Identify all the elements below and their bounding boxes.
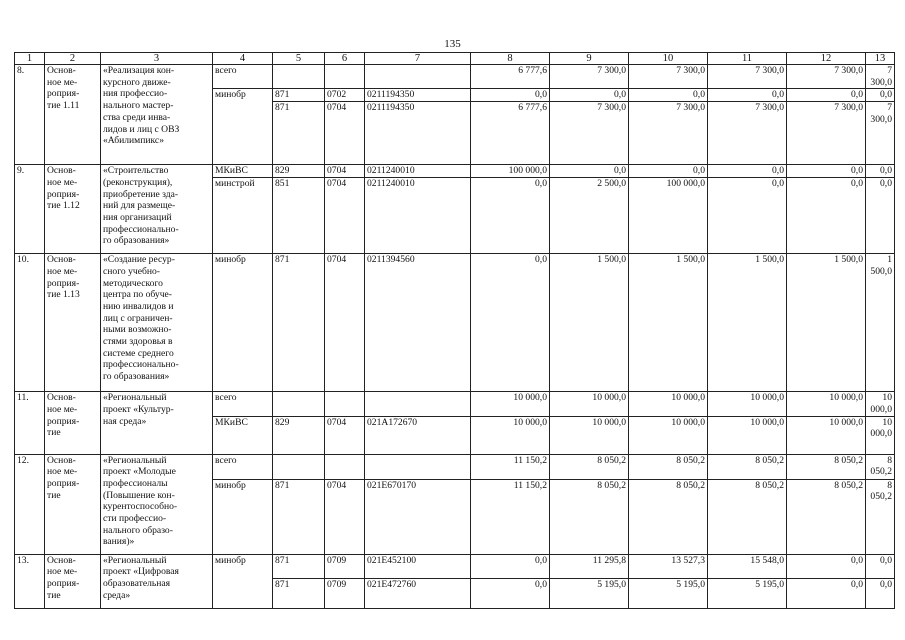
section-code-cell: [325, 392, 365, 416]
amount-cell: 7 300,0: [629, 102, 708, 165]
amount-cell: 8 050,2: [866, 479, 895, 554]
section-code-cell: 0704: [325, 479, 365, 554]
event-title: «Создание ресур- сного учебно- методического центра по обуче- нию инвалидов и лиц с ограничен- ными возможно- стями здоровья в системе среднего профессионально- го образования»: [101, 254, 213, 392]
header-cell: 11: [708, 53, 787, 65]
header-cell: 9: [550, 53, 629, 65]
table-row: [15, 454, 895, 479]
section-code-cell: 0704: [325, 178, 365, 254]
amount-cell: 100 000,0: [629, 178, 708, 254]
amount-cell: 7 300,0: [866, 102, 895, 165]
amount-cell: 0,0: [471, 554, 550, 578]
amount-cell: 1 500,0: [866, 254, 895, 392]
executor-cell: минстрой: [213, 178, 273, 254]
amount-cell: 7 300,0: [866, 65, 895, 89]
executor-cell: минобр: [213, 254, 273, 392]
grbs-code-cell: 829: [273, 165, 325, 178]
amount-cell: 10 000,0: [787, 392, 866, 416]
executor-cell: всего: [213, 65, 273, 89]
amount-cell: 0,0: [708, 165, 787, 178]
target-article-cell: [365, 392, 471, 416]
amount-cell: 1 500,0: [629, 254, 708, 392]
header-cell: 8: [471, 53, 550, 65]
amount-cell: 10 000,0: [708, 416, 787, 454]
amount-cell: 0,0: [866, 165, 895, 178]
row-number: 10.: [15, 254, 45, 392]
grbs-code-cell: [273, 65, 325, 89]
amount-cell: 10 000,0: [471, 416, 550, 454]
amount-cell: 0,0: [471, 578, 550, 608]
executor-cell: всего: [213, 454, 273, 479]
amount-cell: 0,0: [866, 578, 895, 608]
table-row: [15, 65, 895, 89]
amount-cell: 7 300,0: [629, 65, 708, 89]
table-row: [15, 554, 895, 578]
amount-cell: 7 300,0: [550, 102, 629, 165]
row-number: 11.: [15, 392, 45, 454]
grbs-code-cell: [273, 454, 325, 479]
amount-cell: 0,0: [787, 165, 866, 178]
target-article-cell: [365, 65, 471, 89]
amount-cell: 0,0: [708, 89, 787, 102]
row-number: 8.: [15, 65, 45, 165]
executor-cell: МКиВС: [213, 165, 273, 178]
amount-cell: 10 000,0: [866, 392, 895, 416]
header-cell: 2: [45, 53, 101, 65]
amount-cell: 10 000,0: [550, 416, 629, 454]
section-code-cell: [325, 65, 365, 89]
target-article-cell: 021E670170: [365, 479, 471, 554]
amount-cell: 0,0: [471, 89, 550, 102]
executor-cell: минобр: [213, 479, 273, 554]
grbs-code-cell: 871: [273, 479, 325, 554]
amount-cell: 0,0: [787, 178, 866, 254]
executor-cell: всего: [213, 392, 273, 416]
section-code-cell: 0704: [325, 416, 365, 454]
event-title: «Региональный проект «Молодые профессионалы (Повышение кон- курентоспособно- сти профессио- нального образо- вания)»: [101, 454, 213, 554]
amount-cell: 8 050,2: [629, 479, 708, 554]
target-article-cell: 021E472760: [365, 578, 471, 608]
amount-cell: 6 777,6: [471, 65, 550, 89]
section-code-cell: 0704: [325, 165, 365, 178]
amount-cell: 0,0: [787, 578, 866, 608]
event-type: Основ- ное ме- роприя- тие 1.11: [45, 65, 101, 165]
amount-cell: 1 500,0: [550, 254, 629, 392]
amount-cell: 8 050,2: [866, 454, 895, 479]
grbs-code-cell: [273, 392, 325, 416]
amount-cell: 2 500,0: [550, 178, 629, 254]
grbs-code-cell: 871: [273, 254, 325, 392]
table-row: [15, 165, 895, 178]
budget-table: [14, 52, 895, 609]
section-code-cell: 0709: [325, 578, 365, 608]
amount-cell: 5 195,0: [708, 578, 787, 608]
amount-cell: 11 295,8: [550, 554, 629, 578]
amount-cell: 5 195,0: [629, 578, 708, 608]
row-number: 12.: [15, 454, 45, 554]
amount-cell: 0,0: [629, 89, 708, 102]
event-title: «Региональный проект «Культур- ная среда»: [101, 392, 213, 454]
amount-cell: 10 000,0: [708, 392, 787, 416]
amount-cell: 11 150,2: [471, 479, 550, 554]
amount-cell: 1 500,0: [708, 254, 787, 392]
header-cell: 5: [273, 53, 325, 65]
target-article-cell: 021E452100: [365, 554, 471, 578]
amount-cell: 11 150,2: [471, 454, 550, 479]
grbs-code-cell: 871: [273, 578, 325, 608]
event-type: Основ- ное ме- роприя- тие: [45, 392, 101, 454]
target-article-cell: 0211194350: [365, 102, 471, 165]
executor-cell: [213, 102, 273, 165]
event-title: «Строительство (реконструкция), приобретение зда- ний для размеще- ния организаций профессионально- го образования»: [101, 165, 213, 254]
amount-cell: 0,0: [550, 89, 629, 102]
executor-cell: [213, 578, 273, 608]
target-article-cell: 021A172670: [365, 416, 471, 454]
amount-cell: 0,0: [471, 178, 550, 254]
section-code-cell: 0704: [325, 254, 365, 392]
amount-cell: 8 050,2: [787, 479, 866, 554]
section-code-cell: 0702: [325, 89, 365, 102]
event-type: Основ- ное ме- роприя- тие: [45, 454, 101, 554]
grbs-code-cell: 871: [273, 89, 325, 102]
amount-cell: 0,0: [787, 554, 866, 578]
amount-cell: 7 300,0: [550, 65, 629, 89]
amount-cell: 0,0: [787, 89, 866, 102]
grbs-code-cell: 851: [273, 178, 325, 254]
amount-cell: 6 777,6: [471, 102, 550, 165]
table-row: [15, 392, 895, 416]
row-number: 13.: [15, 554, 45, 608]
header-cell: 1: [15, 53, 45, 65]
amount-cell: 10 000,0: [550, 392, 629, 416]
event-type: Основ- ное ме- роприя- тие 1.13: [45, 254, 101, 392]
amount-cell: 10 000,0: [629, 416, 708, 454]
amount-cell: 10 000,0: [866, 416, 895, 454]
amount-cell: 8 050,2: [550, 479, 629, 554]
amount-cell: 8 050,2: [708, 479, 787, 554]
amount-cell: 100 000,0: [471, 165, 550, 178]
table-header: [15, 53, 895, 65]
target-article-cell: 0211194350: [365, 89, 471, 102]
executor-cell: минобр: [213, 89, 273, 102]
header-cell: 4: [213, 53, 273, 65]
event-title: «Реализация кон- курсного движе- ния профессио- нального мастер- ства среди инва- лидов и лиц с ОВЗ «Абилимпикс»: [101, 65, 213, 165]
grbs-code-cell: 829: [273, 416, 325, 454]
amount-cell: 0,0: [866, 178, 895, 254]
amount-cell: 10 000,0: [471, 392, 550, 416]
row-number: 9.: [15, 165, 45, 254]
target-article-cell: 0211240010: [365, 178, 471, 254]
target-article-cell: [365, 454, 471, 479]
executor-cell: минобр: [213, 554, 273, 578]
amount-cell: 10 000,0: [787, 416, 866, 454]
amount-cell: 5 195,0: [550, 578, 629, 608]
target-article-cell: 0211394560: [365, 254, 471, 392]
page-number: 135: [444, 38, 461, 50]
header-cell: 10: [629, 53, 708, 65]
amount-cell: 0,0: [866, 554, 895, 578]
event-type: Основ- ное ме- роприя- тие 1.12: [45, 165, 101, 254]
section-code-cell: [325, 454, 365, 479]
amount-cell: 7 300,0: [787, 65, 866, 89]
grbs-code-cell: 871: [273, 102, 325, 165]
amount-cell: 8 050,2: [708, 454, 787, 479]
event-type: Основ- ное ме- роприя- тие: [45, 554, 101, 608]
header-cell: 7: [365, 53, 471, 65]
section-code-cell: 0704: [325, 102, 365, 165]
amount-cell: 7 300,0: [708, 102, 787, 165]
amount-cell: 7 300,0: [708, 65, 787, 89]
amount-cell: 0,0: [471, 254, 550, 392]
header-cell: 6: [325, 53, 365, 65]
header-cell: 3: [101, 53, 213, 65]
executor-cell: МКиВС: [213, 416, 273, 454]
amount-cell: 10 000,0: [629, 392, 708, 416]
target-article-cell: 0211240010: [365, 165, 471, 178]
header-cell: 13: [866, 53, 895, 65]
amount-cell: 0,0: [550, 165, 629, 178]
amount-cell: 8 050,2: [550, 454, 629, 479]
header-row: [15, 53, 895, 65]
amount-cell: 8 050,2: [787, 454, 866, 479]
amount-cell: 0,0: [708, 178, 787, 254]
grbs-code-cell: 871: [273, 554, 325, 578]
amount-cell: 8 050,2: [629, 454, 708, 479]
section-code-cell: 0709: [325, 554, 365, 578]
amount-cell: 1 500,0: [787, 254, 866, 392]
table-row: [15, 254, 895, 392]
amount-cell: 13 527,3: [629, 554, 708, 578]
event-title: «Региональный проект «Цифровая образовательная среда»: [101, 554, 213, 608]
amount-cell: 7 300,0: [787, 102, 866, 165]
table-body: [15, 65, 895, 609]
header-cell: 12: [787, 53, 866, 65]
amount-cell: 15 548,0: [708, 554, 787, 578]
amount-cell: 0,0: [629, 165, 708, 178]
amount-cell: 0,0: [866, 89, 895, 102]
